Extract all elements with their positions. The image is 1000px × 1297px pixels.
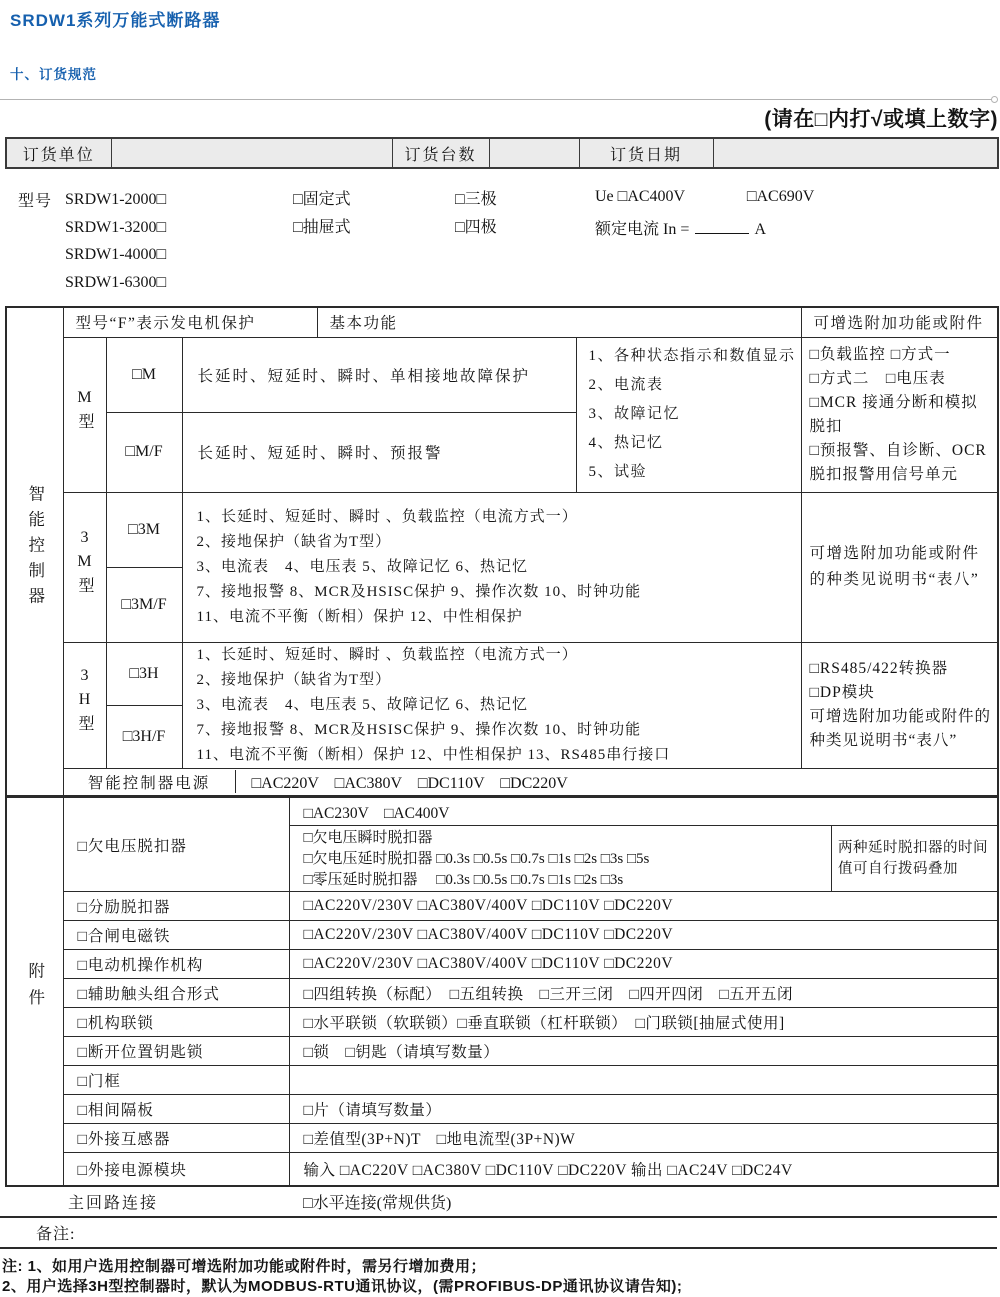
accessory-shunt-release-options[interactable]: □AC220V/230V □AC380V/400V □DC110V □DC220V [289,892,998,921]
order-date-label: 订货日期 [579,138,713,168]
m3-line-1: 1、长延时、短延时、瞬时 、负载监控（电流方式一） [196,508,578,525]
h3-optional-cell[interactable] [801,642,998,768]
m3-optional-note: 可增选附加功能或附件的种类见说明书“表八” [801,492,998,642]
controller-header-optional: 可增选附加功能或附件 [801,307,998,337]
controller-side-label: 智能控制器 [25,485,45,613]
mf-desc: 长延时、短延时、瞬时、预报警 [182,412,576,492]
footnotes [2,1257,1000,1297]
main-circuit-row [0,1187,997,1218]
m-feature-3: 3、故障记忆 [588,406,681,422]
m-feature-2: 2、电流表 [588,377,664,393]
uv-delay-option[interactable]: □欠电压延时脱扣器 □0.3s □0.5s □0.7s □1s □2s □3s □5s [303,851,650,867]
model-label: 型号 [18,193,53,210]
m3-line-4: 7、接地报警 8、MCR及HSISC保护 9、操作次数 10、时钟功能 [196,583,642,600]
undervoltage-note: 两种延时脱扣器的时间值可自行拨码叠加 [831,826,997,891]
accessory-phase-barrier[interactable]: □相间隔板 [63,1095,289,1124]
model-option-6300[interactable]: SRDW1-6300□ [65,273,167,291]
m-feature-1: 1、各种状态指示和数值显示 [588,348,796,364]
h3-line-5: 11、电流不平衡（断相）保护 12、中性相保护 13、RS485串行接口 [196,746,671,763]
accessory-door-frame[interactable]: □门框 [63,1066,289,1095]
h3-line-4: 7、接地报警 8、MCR及HSISC保护 9、操作次数 10、时钟功能 [196,721,642,738]
undervoltage-type-options [290,826,832,891]
accessories-table [5,797,999,1187]
pole-option-4p[interactable]: □四极 [455,218,497,236]
accessory-auxiliary-contacts-options[interactable]: □四组转换（标配） □五组转换 □三开三闭 □四开四闭 □五开五闭 [289,979,998,1008]
footnote-2: 2、用户选择3H型控制器时，默认为MODBUS-RTU通讯协议，(需PROFIBUS-DP通讯协议请告知); [2,1277,683,1295]
order-date-input[interactable] [713,138,998,168]
rated-current-input[interactable] [695,220,749,234]
model-options [65,186,166,296]
h3-type-label: 3H型 [76,667,93,738]
accessory-mechanism-interlock[interactable]: □机构联锁 [63,1008,289,1037]
accessory-undervoltage-release[interactable]: □欠电压脱扣器 [63,798,289,892]
h3-optional-dp[interactable]: □DP模块 [809,684,875,701]
accessories-side-label: 附件 [25,962,45,1016]
mounting-options [293,186,351,241]
checkbox-mf[interactable]: □M/F [106,412,182,492]
accessory-auxiliary-contacts[interactable]: □辅助触头组合形式 [63,979,289,1008]
m-optional-line-3[interactable]: □MCR 接通分断和模拟脱扣 [809,393,978,435]
order-header-row [6,138,998,168]
h3-optional-note: 可增选附加功能或附件的种类见说明书“表八” [809,708,992,749]
h3-line-1: 1、长延时、短延时、瞬时 、负载监控（电流方式一） [196,646,578,663]
main-circuit-label: 主回路连接 [68,1194,159,1212]
order-unit-label: 订货单位 [6,138,111,168]
rated-current-unit: A [754,221,767,238]
m-feature-4: 4、热记忆 [588,435,664,451]
accessory-motor-operator-options[interactable]: □AC220V/230V □AC380V/400V □DC110V □DC220V [289,950,998,979]
accessory-phase-barrier-options[interactable]: □片（请填写数量） [289,1095,998,1124]
section-divider [0,99,992,100]
m3-line-3: 3、电流表 4、电压表 5、故障记忆 6、热记忆 [196,558,529,575]
ue-option-ac400v[interactable]: Ue □AC400V [595,188,685,205]
h3-function-list [182,642,801,768]
page-title: SRDW1系列万能式断路器 [10,11,221,30]
order-header-table [5,137,999,169]
instruction-note: (请在□内打√或填上数字) [764,108,998,131]
pole-options [455,186,497,241]
m-optional-line-4[interactable]: □预报警、自诊断、OCR脱扣报警用信号单元 [809,441,987,483]
divider-end-dot-icon [991,96,998,103]
mount-option-drawout[interactable]: □抽屉式 [293,218,351,236]
accessory-shunt-release[interactable]: □分励脱扣器 [63,892,289,921]
ue-options [595,188,814,206]
remark-input[interactable] [75,1218,997,1247]
m3-line-2: 2、接地保护（缺省为T型） [196,533,392,550]
h3-type-label-cell [63,642,106,768]
accessory-closing-electromagnet[interactable]: □合闸电磁铁 [63,921,289,950]
checkbox-3mf[interactable]: □3M/F [106,567,182,642]
controller-power-options[interactable]: □AC220V □AC380V □DC110V □DC220V [251,775,568,793]
controller-side-label-cell [6,307,63,796]
m-features-list [576,337,801,492]
m-type-label-cell [63,337,106,492]
order-qty-label: 订货台数 [392,138,489,168]
controller-power-label: 智能控制器电源 [64,770,236,793]
undervoltage-voltage-options[interactable]: □AC230V □AC400V [290,798,998,826]
accessory-external-transformer-options[interactable]: □差值型(3P+N)T □地电流型(3P+N)W [289,1124,998,1153]
mount-option-fixed[interactable]: □固定式 [293,191,351,208]
model-option-4000[interactable]: SRDW1-4000□ [65,246,167,263]
m-feature-5: 5、试验 [588,464,648,480]
controller-header-f: 型号“F”表示发电机保护 [63,307,317,337]
model-option-2000[interactable]: SRDW1-2000□ [65,191,167,208]
m3-line-5: 11、电流不平衡（断相）保护 12、中性相保护 [196,608,523,625]
pole-option-3p[interactable]: □三极 [455,191,497,208]
order-unit-input[interactable] [111,138,392,168]
m-optional-line-1[interactable]: □负载监控 □方式一 [809,345,951,363]
checkbox-3h[interactable]: □3H [106,642,182,706]
controller-table [5,306,999,797]
uv-instant-option[interactable]: □欠电压瞬时脱扣器 [303,830,433,846]
m-type-label: M型 [76,388,93,436]
accessory-closing-electromagnet-options[interactable]: □AC220V/230V □AC380V/400V □DC110V □DC220V [289,921,998,950]
accessory-door-frame-options [289,1066,998,1095]
model-option-3200[interactable]: SRDW1-3200□ [65,218,167,236]
rated-current-label: 额定电流 In = [595,221,690,238]
controller-power-row [63,768,998,796]
m-desc: 长延时、短延时、瞬时、单相接地故障保护 [182,337,576,412]
ue-option-ac690v[interactable]: □AC690V [746,188,815,205]
checkbox-3hf[interactable]: □3H/F [106,706,182,769]
model-section [0,177,1000,301]
remark-label: 备注: [36,1225,76,1243]
controller-header-basic: 基本功能 [317,307,801,337]
accessory-motor-operator[interactable]: □电动机操作机构 [63,950,289,979]
m3-function-list [182,492,801,642]
accessory-open-position-keylock[interactable]: □断开位置钥匙锁 [63,1037,289,1066]
footnote-1: 注: 1、如用户选用控制器可增选附加功能或附件时，需另行增加费用； [2,1257,487,1275]
uv-zero-delay-option[interactable]: □零压延时脱扣器 □0.3s □0.5s □0.7s □1s □2s □3s [303,872,624,888]
remark-row [0,1218,997,1249]
rated-current-line [595,216,766,239]
undervoltage-options-cell [289,798,998,892]
order-qty-input[interactable] [489,138,579,168]
accessory-open-position-keylock-options[interactable]: □锁 □钥匙（请填写数量） [289,1037,998,1066]
section-heading: 十、订货规范 [10,67,97,82]
checkbox-3m[interactable]: □3M [106,492,182,567]
accessory-external-transformer[interactable]: □外接互感器 [63,1124,289,1153]
m-optional-line-2[interactable]: □方式二 □电压表 [809,369,946,387]
accessory-mechanism-interlock-options[interactable]: □水平联锁（软联锁）□垂直联锁（杠杆联锁） □门联锁[抽屉式使用] [289,1008,998,1037]
order-form-page [0,6,1000,1295]
m3-type-label-cell [63,492,106,642]
m-optional-cell[interactable] [801,337,998,492]
accessory-external-power-module[interactable]: □外接电源模块 [63,1153,289,1186]
h3-optional-rs485[interactable]: □RS485/422转换器 [809,660,949,677]
main-circuit-option[interactable]: □水平连接(常规供货) [303,1194,452,1212]
accessory-external-power-module-options[interactable]: 输入 □AC220V □AC380V □DC110V □DC220V 输出 □AC24V □DC24V [289,1153,998,1186]
m3-type-label: 3M型 [76,529,93,600]
accessories-side-label-cell [6,798,63,1186]
h3-line-2: 2、接地保护（缺省为T型） [196,671,392,688]
checkbox-m[interactable]: □M [106,337,182,412]
h3-line-3: 3、电流表 4、电压表 5、故障记忆 6、热记忆 [196,696,529,713]
